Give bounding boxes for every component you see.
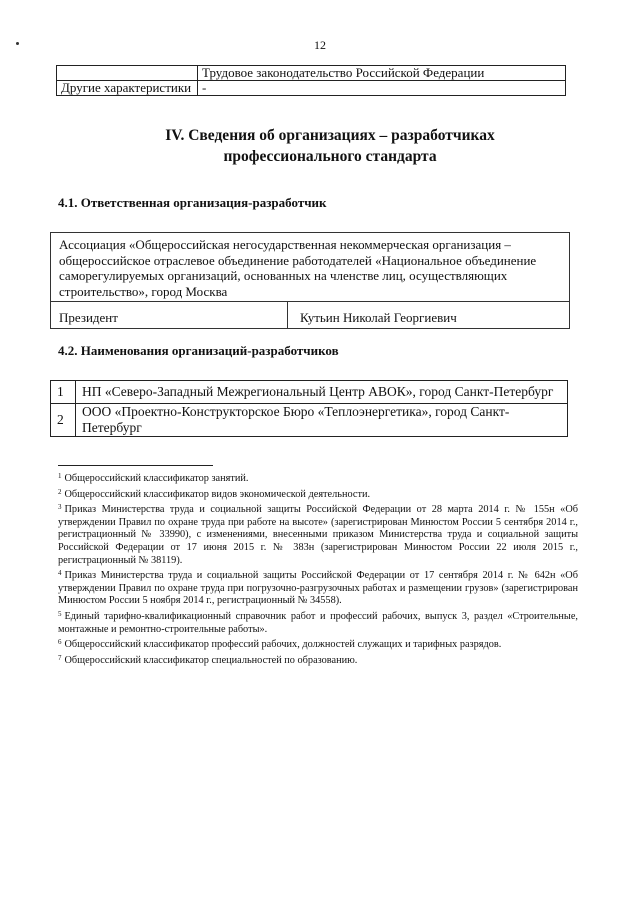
developer-number: 2 [51, 404, 76, 437]
responsible-org-box [50, 232, 570, 329]
footnote: $^5$ Единый тарифно-квалификационный справочник работ и профессий рабочих, выпуск 3, раздел «Строительные, монтажные и ремонтно-строительные работы». [58, 609, 578, 635]
signatory-name: Кутьин Николай Георгиевич [300, 310, 457, 325]
table-row [57, 66, 566, 81]
developer-name: ООО «Проектно-Конструкторское Бюро «Теплоэнергетика», город Санкт-Петербург [76, 404, 568, 437]
developer-name: НП «Северо-Западный Межрегиональный Центр АВОК», город Санкт-Петербург [76, 381, 568, 404]
footnotes [58, 470, 578, 667]
table-cell-label [57, 66, 198, 81]
developer-number: 1 [51, 381, 76, 404]
section-title [80, 125, 580, 167]
footnote: $^3$ Приказ Министерства труда и социальной защиты Российской Федерации от 28 марта 2014 г. № 155н «Об утверждении Правил по охране труда при работе на высоте» (зарегистрирован Минюстом России 5 сентября 2014 г., регистрационный № 33990), с изменениями, внесенными приказом Министерства труда и социальной защиты Российской Федерации от 17 июня 2015 г. № 383н (зарегистрирован Минюстом России 22 июля 2015 г., регистрационный № 38119). [58, 503, 578, 566]
footnote: $^4$ Приказ Министерства труда и социальной защиты Российской Федерации от 17 сентября 2014 г. № 642н «Об утверждении Правил по охране труда при погрузочно-разгрузочных работах и размещении грузов» (зарегистрирован Минюстом России 5 ноября 2014 г., регистрационный № 34558). [58, 569, 578, 607]
section-title-line2: профессионального стандарта [223, 148, 437, 165]
developers-heading: 4.2. Наименования организаций-разработчиков [58, 343, 339, 358]
signatory-position: Президент [51, 302, 288, 328]
responsible-heading: 4.1. Ответственная организация-разработчик [58, 195, 327, 210]
table-cell-label: Другие характеристики [57, 81, 198, 96]
footnote-divider [58, 465, 213, 466]
table-row [57, 81, 566, 96]
footnote: $^6$ Общероссийский классификатор профессий рабочих, должностей служащих и тарифных разрядов. [58, 638, 502, 651]
responsible-org-text: Ассоциация «Общероссийская негосударственная некоммерческая организация – общероссийское отраслевое объединение работодателей «Национальное объединение саморегулируемых организаций, основанных на членстве лиц, осуществляющих строительство», город Москва [51, 233, 569, 302]
table-cell-value: - [198, 81, 566, 96]
footnote: $^7$ Общероссийский классификатор специальностей по образованию. [58, 653, 358, 666]
footnote: $^2$ Общероссийский классификатор видов экономической деятельности. [58, 487, 371, 500]
footnote: $^1$ Общероссийский классификатор занятий. [58, 472, 249, 484]
characteristics-table [56, 65, 566, 96]
developers-table [50, 380, 568, 437]
section-title-line1: IV. Сведения об организациях – разработчиках [165, 127, 495, 144]
table-cell-value: Трудовое законодательство Российской Федерации [198, 66, 566, 81]
signatory-row [51, 302, 569, 328]
table-row [51, 381, 568, 404]
table-row [51, 404, 568, 437]
page-number: 12 [314, 38, 326, 52]
